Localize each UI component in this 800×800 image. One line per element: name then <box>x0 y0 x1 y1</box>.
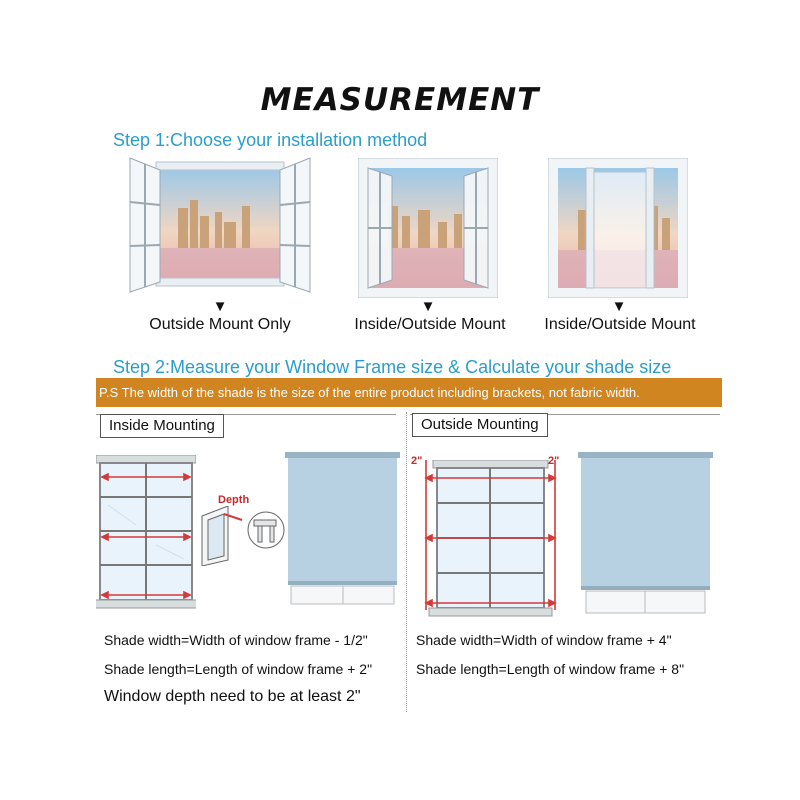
method-arrow-1: ▼ <box>212 298 228 315</box>
method-label-inside-outside-1: Inside/Outside Mount <box>354 316 506 333</box>
window-inset-casement-illustration <box>358 158 498 298</box>
step1-heading: Step 1:Choose your installation method <box>113 130 428 150</box>
outside-width-formula: Shade width=Width of window frame + 4" <box>416 632 672 648</box>
page-title: MEASUREMENT <box>260 82 540 118</box>
outside-right-margin-label: 2" <box>548 455 560 467</box>
inside-width-formula: Shade width=Width of window frame - 1/2" <box>104 632 368 648</box>
inside-mounting-heading: Inside Mounting <box>100 414 224 438</box>
method-arrow-3: ▼ <box>611 298 627 315</box>
outside-left-margin-label: 2" <box>411 455 423 467</box>
window-casement-illustration <box>120 150 320 300</box>
inside-depth-note: Window depth need to be at least 2" <box>104 688 361 705</box>
inside-window-diagram <box>96 455 196 610</box>
outside-mounting-heading: Outside Mounting <box>412 413 548 437</box>
ps-note-bar: P.S The width of the shade is the size of the entire product including brackets, not fabric width. <box>96 378 722 407</box>
inside-length-formula: Shade length=Length of window frame + 2" <box>104 661 373 677</box>
depth-label: Depth <box>218 494 250 506</box>
outside-length-formula: Shade length=Length of window frame + 8" <box>416 661 685 677</box>
outside-shade-illustration <box>578 452 713 617</box>
inside-shade-illustration <box>285 452 400 607</box>
outside-window-diagram <box>423 460 558 618</box>
window-sliding-illustration <box>548 158 688 298</box>
method-label-outside-only: Outside Mount Only <box>149 316 291 333</box>
section-divider <box>406 412 407 712</box>
depth-illustration <box>198 506 286 566</box>
method-arrow-2: ▼ <box>420 298 436 315</box>
method-label-inside-outside-2: Inside/Outside Mount <box>544 316 696 333</box>
step2-heading: Step 2:Measure your Window Frame size & Calculate your shade size <box>113 357 672 377</box>
